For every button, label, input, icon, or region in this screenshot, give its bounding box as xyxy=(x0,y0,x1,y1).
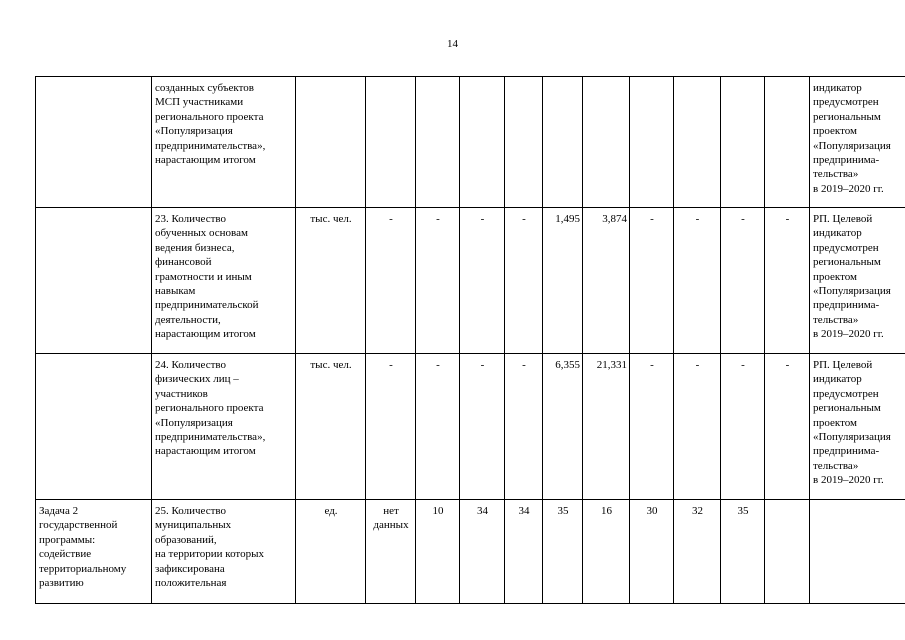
note-cell xyxy=(810,77,905,208)
note-line: в 2019–2020 гг. xyxy=(813,474,884,487)
value-cell: - xyxy=(416,208,460,354)
note-line: предпринима- xyxy=(813,299,880,312)
indicator-line: регионального проекта xyxy=(155,110,264,123)
value-cell: 10 xyxy=(416,500,460,604)
note-line: предпринима- xyxy=(813,445,880,458)
indicator-line: нарастающим итогом xyxy=(155,154,256,167)
indicator-line: регионального проекта xyxy=(155,402,264,415)
indicator-line: предпринимательской xyxy=(155,299,259,312)
task-line: Задача 2 xyxy=(39,505,79,517)
value-cell: - xyxy=(505,354,543,500)
task-cell xyxy=(36,208,152,354)
task-line: территориальному xyxy=(39,562,127,575)
value-cell: 35 xyxy=(543,500,583,604)
note-line: РП. Целевой xyxy=(813,213,873,225)
value-cell: 6,355 xyxy=(543,354,583,500)
note-cell xyxy=(810,500,905,604)
task-cell xyxy=(36,354,152,500)
value-cell: - xyxy=(765,208,810,354)
indicator-line: образований, xyxy=(155,533,217,546)
note-line: предусмотрен xyxy=(813,387,879,400)
note-line: в 2019–2020 гг. xyxy=(813,182,884,195)
value-cell xyxy=(765,500,810,604)
value-cell: 1,495 xyxy=(543,208,583,354)
note-line: «Популяризация xyxy=(813,431,891,444)
value-cell xyxy=(460,77,505,208)
note-line: предусмотрен xyxy=(813,241,879,254)
indicator-line: 25. Количество xyxy=(155,505,227,517)
value-cell: 16 xyxy=(583,500,630,604)
value-cell xyxy=(416,77,460,208)
value-cell xyxy=(765,77,810,208)
indicator-line: предпринимательства», xyxy=(155,139,266,152)
indicator-line: зафиксирована xyxy=(155,562,225,575)
task-cell xyxy=(36,500,152,604)
value-cell: 34 xyxy=(460,500,505,604)
value-cell: 3,874 xyxy=(583,208,630,354)
unit-cell: тыс. чел. xyxy=(296,208,366,354)
indicator-line: физических лиц – xyxy=(155,373,239,386)
note-line: региональным xyxy=(813,110,881,123)
note-line: тельства» xyxy=(813,313,859,326)
table-row xyxy=(36,208,905,354)
indicator-line: нарастающим итогом xyxy=(155,328,256,341)
note-line: «Популяризация xyxy=(813,139,891,152)
page-number: 14 xyxy=(447,38,458,50)
value-cell: - xyxy=(721,354,765,500)
indicator-cell xyxy=(152,77,296,208)
indicator-line: на территории которых xyxy=(155,548,264,561)
indicator-line: ведения бизнеса, xyxy=(155,241,235,254)
indicator-cell xyxy=(152,208,296,354)
note-line: предпринима- xyxy=(813,154,880,167)
value-cell: 32 xyxy=(674,500,721,604)
indicators-table xyxy=(35,76,905,604)
note-line: предусмотрен xyxy=(813,96,879,109)
task-line: программы: xyxy=(39,533,96,546)
note-line: РП. Целевой xyxy=(813,359,873,371)
indicator-line: участников xyxy=(155,387,208,400)
value-cell: - xyxy=(505,208,543,354)
value-cell xyxy=(366,77,416,208)
value-cell: - xyxy=(721,208,765,354)
value-cell: - xyxy=(366,208,416,354)
indicator-line: грамотности и иным xyxy=(155,270,252,283)
value-line: нет xyxy=(383,505,399,517)
table-row xyxy=(36,354,905,500)
indicator-line: «Популяризация xyxy=(155,416,233,429)
task-line: государственной xyxy=(39,519,118,532)
note-line: проектом xyxy=(813,270,858,283)
value-cell xyxy=(583,77,630,208)
value-cell: - xyxy=(366,354,416,500)
note-line: индикатор xyxy=(813,82,862,94)
indicator-cell xyxy=(152,354,296,500)
value-cell xyxy=(630,77,674,208)
value-cell: - xyxy=(674,354,721,500)
note-line: региональным xyxy=(813,402,881,415)
task-cell xyxy=(36,77,152,208)
note-line: в 2019–2020 гг. xyxy=(813,328,884,341)
value-cell: - xyxy=(765,354,810,500)
indicator-line: МСП участниками xyxy=(155,96,244,109)
unit-cell xyxy=(296,77,366,208)
indicator-line: финансовой xyxy=(155,256,212,269)
indicator-line: созданных субъектов xyxy=(155,82,254,94)
indicator-line: предпринимательства», xyxy=(155,431,266,444)
value-cell: 30 xyxy=(630,500,674,604)
task-line: развитию xyxy=(39,577,84,590)
note-line: тельства» xyxy=(813,168,859,181)
table-row xyxy=(36,77,905,208)
indicator-line: навыкам xyxy=(155,285,196,298)
value-cell: - xyxy=(416,354,460,500)
indicator-line: нарастающим итогом xyxy=(155,445,256,458)
value-cell xyxy=(721,77,765,208)
value-cell xyxy=(505,77,543,208)
value-cell: 21,331 xyxy=(583,354,630,500)
value-cell: - xyxy=(674,208,721,354)
note-line: проектом xyxy=(813,416,858,429)
note-line: «Популяризация xyxy=(813,285,891,298)
unit-cell: ед. xyxy=(296,500,366,604)
note-line: проектом xyxy=(813,125,858,138)
table-row xyxy=(36,500,905,604)
indicator-line: деятельности, xyxy=(155,313,221,326)
value-cell: - xyxy=(630,208,674,354)
indicator-line: муниципальных xyxy=(155,519,232,532)
value-cell: - xyxy=(460,354,505,500)
indicator-line: обученных основам xyxy=(155,227,248,240)
indicator-line: 24. Количество xyxy=(155,359,227,371)
indicator-line: 23. Количество xyxy=(155,213,227,225)
indicator-cell xyxy=(152,500,296,604)
unit-cell: тыс. чел. xyxy=(296,354,366,500)
note-line: региональным xyxy=(813,256,881,269)
note-line: индикатор xyxy=(813,373,862,386)
value-cell: - xyxy=(630,354,674,500)
value-line: данных xyxy=(373,519,409,532)
task-line: содействие xyxy=(39,548,92,561)
note-line: индикатор xyxy=(813,227,862,240)
value-cell xyxy=(674,77,721,208)
indicator-line: «Популяризация xyxy=(155,125,233,138)
value-cell: 34 xyxy=(505,500,543,604)
value-cell xyxy=(543,77,583,208)
note-line: тельства» xyxy=(813,459,859,472)
note-cell xyxy=(810,208,905,354)
indicator-line: положительная xyxy=(155,577,227,590)
note-cell xyxy=(810,354,905,500)
value-cell xyxy=(366,500,416,604)
value-cell: 35 xyxy=(721,500,765,604)
value-cell: - xyxy=(460,208,505,354)
